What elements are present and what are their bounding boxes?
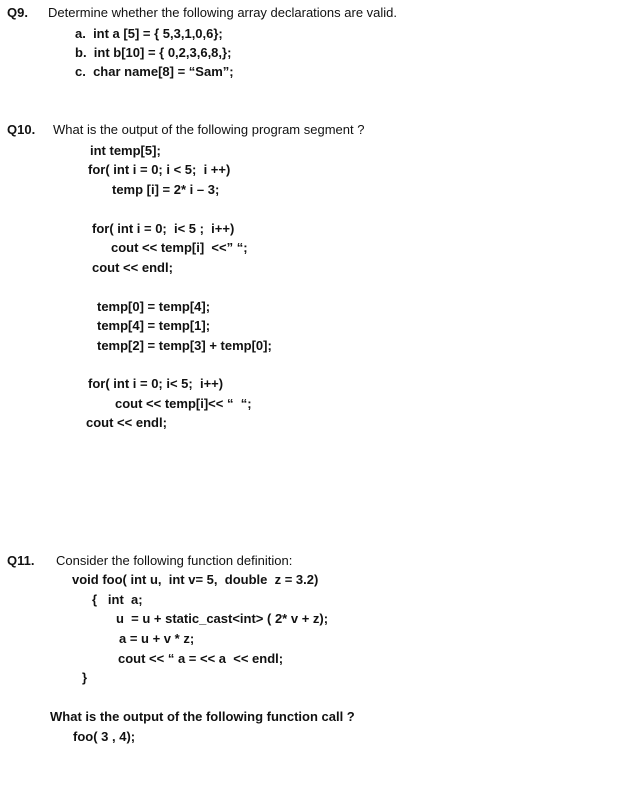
q10-code-line: for( int i = 0; i < 5; i ++) bbox=[88, 162, 231, 177]
q10-prompt: What is the output of the following program segment ? bbox=[53, 122, 365, 137]
q11-code-line: { int a; bbox=[92, 592, 143, 607]
q10-code-line: temp[0] = temp[4]; bbox=[97, 299, 211, 314]
q9-item-a: a. int a [5] = { 5,3,1,0,6}; bbox=[75, 26, 223, 41]
q9-item-b: b. int b[10] = { 0,2,3,6,8,}; bbox=[75, 45, 232, 60]
q9-item-c: c. char name[8] = “Sam”; bbox=[75, 64, 234, 79]
q10-code-line: cout << temp[i] <<” “; bbox=[111, 240, 248, 255]
q10-number: Q10. bbox=[7, 122, 36, 137]
q10-code-line: temp [i] = 2* i – 3; bbox=[112, 182, 220, 197]
q10-code-line: for( int i = 0; i< 5 ; i++) bbox=[92, 221, 235, 236]
q11-code-line: cout << “ a = << a << endl; bbox=[118, 651, 284, 666]
q10-code-line: temp[2] = temp[3] + temp[0]; bbox=[97, 338, 272, 353]
q11-prompt: Consider the following function definition: bbox=[56, 553, 293, 568]
q10-code-line: cout << temp[i]<< “ “; bbox=[115, 396, 252, 411]
q11-question: What is the output of the following function call ? bbox=[50, 709, 355, 724]
q11-number: Q11. bbox=[7, 553, 35, 568]
q9-prompt: Determine whether the following array declarations are valid. bbox=[48, 5, 398, 20]
q10-code-line: temp[4] = temp[1]; bbox=[97, 318, 211, 333]
q10-code-line: int temp[5]; bbox=[90, 143, 161, 158]
q10-code-line: cout << endl; bbox=[92, 260, 173, 275]
q9-number: Q9. bbox=[7, 5, 28, 20]
q11-code-line: } bbox=[82, 670, 88, 685]
q11-code-line: a = u + v * z; bbox=[119, 631, 195, 646]
q10-code-line: cout << endl; bbox=[86, 415, 167, 430]
q10-code-line: for( int i = 0; i< 5; i++) bbox=[88, 376, 224, 391]
q11-code-line: u = u + static_cast<int> ( 2* v + z); bbox=[116, 611, 329, 626]
q11-code-line: void foo( int u, int v= 5, double z = 3.2) bbox=[72, 572, 319, 587]
q11-call: foo( 3 , 4); bbox=[73, 729, 136, 744]
